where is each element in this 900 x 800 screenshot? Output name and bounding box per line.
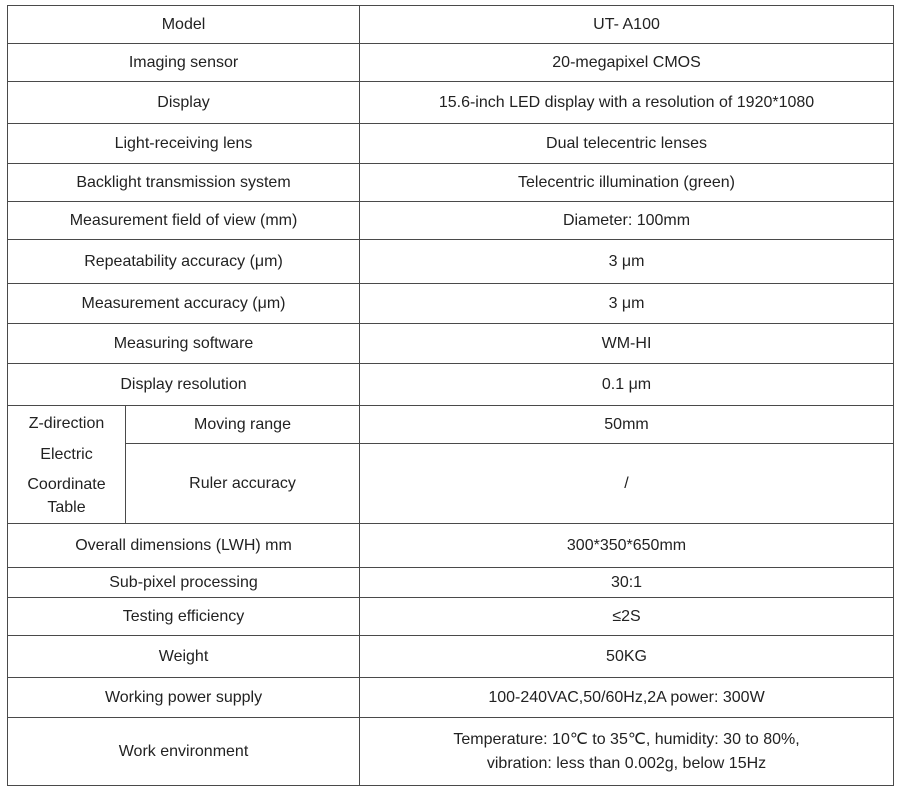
row-label: Weight (8, 636, 360, 678)
sub-row-value: 50mm (360, 406, 894, 444)
row-label: Measurement field of view (mm) (8, 202, 360, 240)
row-label: Work environment (8, 718, 360, 786)
table-row (8, 202, 894, 240)
spec-table (7, 5, 894, 786)
table-row (8, 444, 894, 524)
table-row (8, 82, 894, 124)
group-label (8, 406, 126, 524)
row-label: Testing efficiency (8, 598, 360, 636)
row-value: 20-megapixel CMOS (360, 44, 894, 82)
row-value: Diameter: 100mm (360, 202, 894, 240)
table-row (8, 164, 894, 202)
table-row (8, 324, 894, 364)
sub-row-label: Moving range (126, 406, 360, 444)
sub-row-label: Ruler accuracy (126, 444, 360, 524)
table-row (8, 718, 894, 786)
row-value (360, 718, 894, 786)
row-label: Model (8, 6, 360, 44)
row-value: ≤2S (360, 598, 894, 636)
table-row (8, 364, 894, 406)
table-row (8, 44, 894, 82)
row-value: 30:1 (360, 568, 894, 598)
row-value: 3 μm (360, 240, 894, 284)
group-label-line: Table (47, 499, 86, 516)
row-value-line: Temperature: 10℃ to 35℃, humidity: 30 to 80%, (453, 730, 800, 748)
row-value: 0.1 μm (360, 364, 894, 406)
row-label: Light-receiving lens (8, 124, 360, 164)
row-label: Display (8, 82, 360, 124)
row-label: Measurement accuracy (μm) (8, 284, 360, 324)
row-value: UT- A100 (360, 6, 894, 44)
table-row (8, 678, 894, 718)
row-value-line: vibration: less than 0.002g, below 15Hz (486, 754, 767, 772)
table-row (8, 240, 894, 284)
row-value: 100-240VAC,50/60Hz,2A power: 300W (360, 678, 894, 718)
row-value: 15.6-inch LED display with a resolution of 1920*1080 (360, 82, 894, 124)
table-row (8, 124, 894, 164)
table-row (8, 598, 894, 636)
table-row (8, 284, 894, 324)
row-label: Working power supply (8, 678, 360, 718)
row-value: 50KG (360, 636, 894, 678)
table-row (8, 524, 894, 568)
row-value: Telecentric illumination (green) (360, 164, 894, 202)
sub-row-value: / (360, 444, 894, 524)
table-row (8, 636, 894, 678)
table-row (8, 568, 894, 598)
row-label: Imaging sensor (8, 44, 360, 82)
row-label: Measuring software (8, 324, 360, 364)
table-row (8, 6, 894, 44)
table-row (8, 406, 894, 444)
group-label-line: Coordinate (27, 476, 106, 493)
row-value: Dual telecentric lenses (360, 124, 894, 164)
row-label: Display resolution (8, 364, 360, 406)
row-value: 300*350*650mm (360, 524, 894, 568)
row-label: Backlight transmission system (8, 164, 360, 202)
row-label: Overall dimensions (LWH) mm (8, 524, 360, 568)
group-label-line: Electric (40, 446, 93, 463)
row-value: 3 μm (360, 284, 894, 324)
row-label: Sub-pixel processing (8, 568, 360, 598)
row-label: Repeatability accuracy (μm) (8, 240, 360, 284)
row-value: WM-HI (360, 324, 894, 364)
group-label-line: Z-direction (28, 415, 105, 432)
